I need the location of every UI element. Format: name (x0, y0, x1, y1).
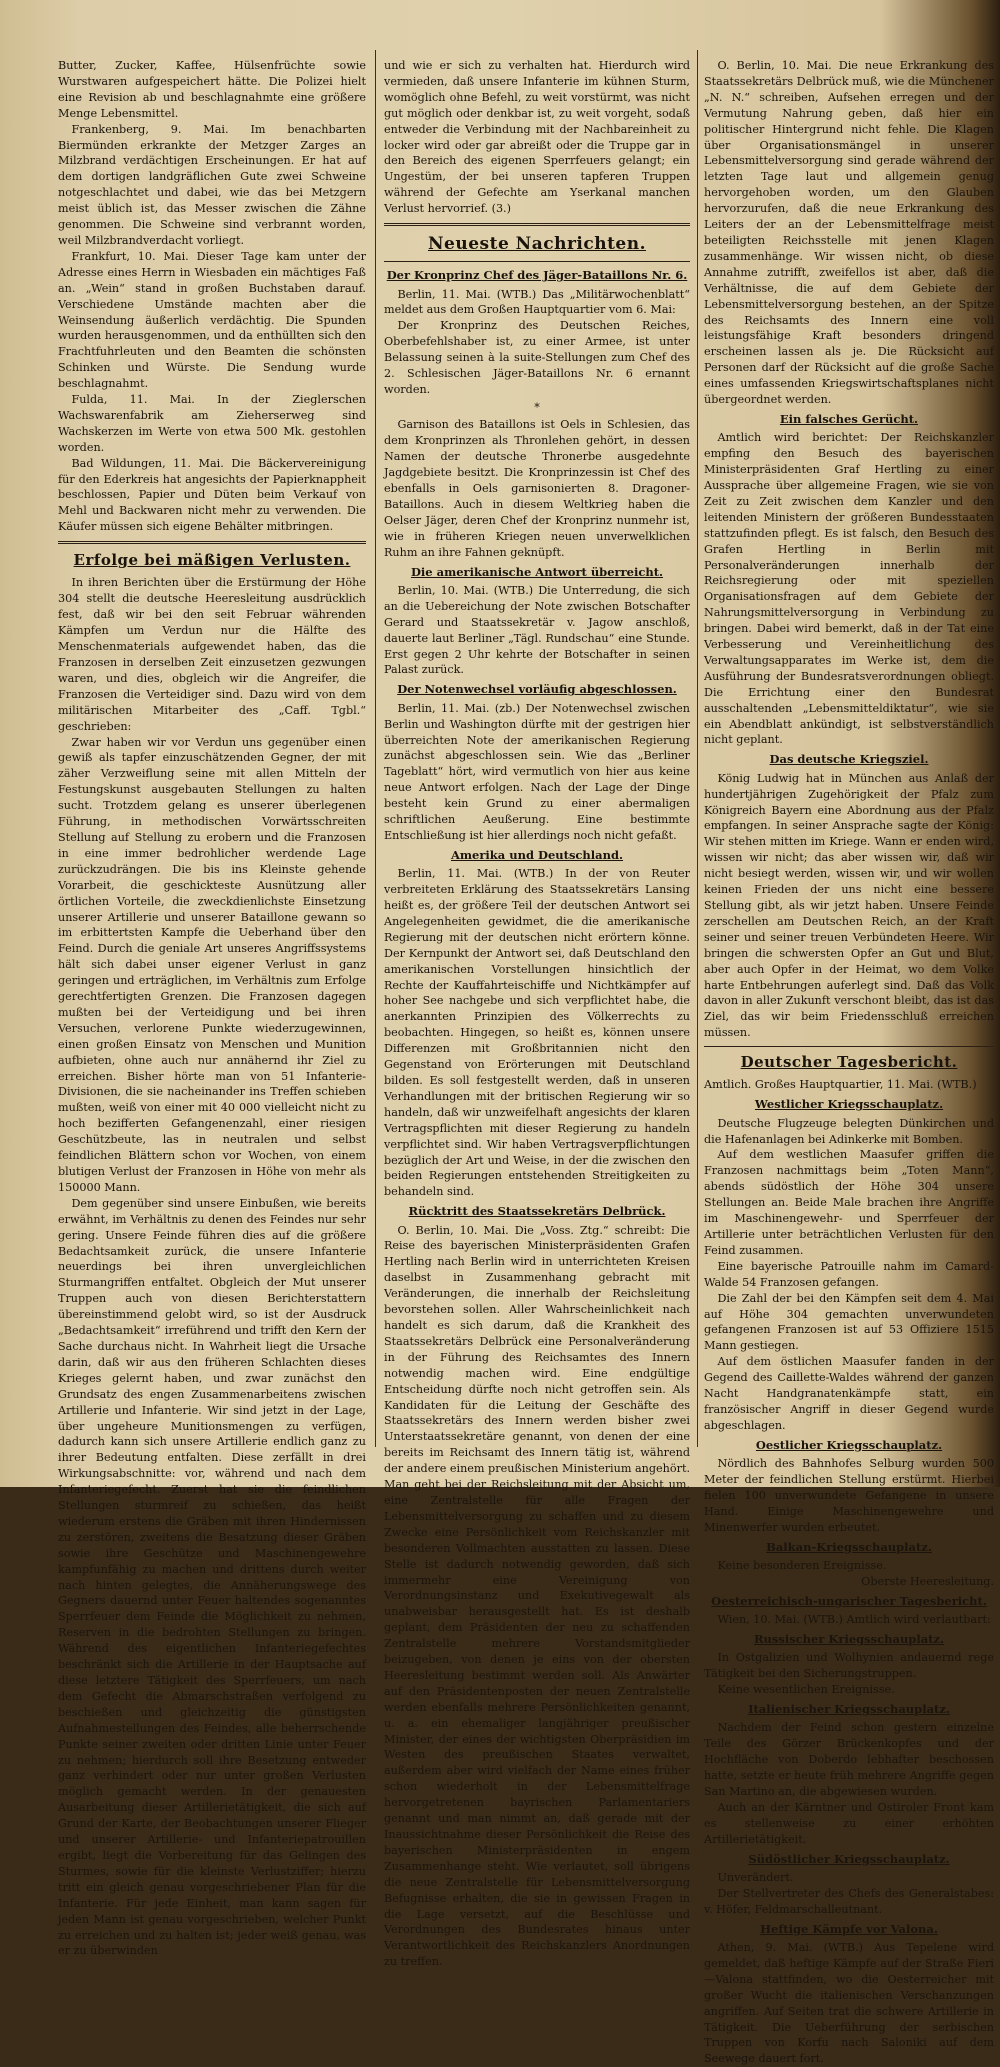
report-subheading: Russischer Kriegsschauplatz. (753, 1632, 945, 1647)
column-middle (384, 58, 691, 1969)
separator-asterisk: * (534, 400, 540, 414)
section-divider (58, 541, 366, 544)
article-paragraph: Zwar haben wir vor Verdun uns gegenüber einen gewiß als tapfer einzuschätzenden Gegner, der mit zäher Verzweiflung seine mit allen Mitteln der Festungskunst ausgebauten Stellungen zu halten sucht. Trotzdem gelang es unserer überlegenen Führung, in methodischen Vorwärtsschreiten Stellung auf Stellung zu erobern und die Franzosen in eine immer bedrohlicher werdende Lage zurückzudrängen. Die bis ins Kleinste gehende Vorarbeit, die geschickteste Ausnützung aller örtlichen Vorteile, die zweckdienlichste Einsetzung unserer Artillerie und unserer Bataillone gewann so im erbittertsten Kampfe die Ueberhand über den Feind. Durch die geniale Art unseres Angriffssystems hält sich dabei unser eigener Verlust in ganz geringen und erträglichen, im Verhältnis zum Erfolge gerechtfertigten Grenzen. Die Franzosen dagegen mußten bei der Verteidigung und bei ihren Versuchen, verlorene Punkte wiederzugewinnen, einen großen Einsatz von Menschen und Munition aufbieten, ohne auch nur annähernd ihr Ziel zu erreichen. Bisher hörte man von 51 Infanterie-Divisionen, die sie nacheinander ins Treffen schieben mußten, weiß von einer mit 40 000 vielleicht nicht zu hoch bezifferten Gefangenenzahl, einer riesigen Geschützbeute, las in neutralen und selbst feindlichen Blättern schon vor Wochen, von einem blutigen Verlust der Franzosen in Höhe von mehr als 150000 Mann. (58, 735, 366, 1194)
report-paragraph: Auf dem westlichen Maasufer griffen die Franzosen nachmittags beim „Toten Mann“, abends südöstlich der Höhe 304 unsere Stellungen an. Beide Male brachen ihre Angriffe im Maschinengewehr- und Sperrfeuer der Artillerie unter beträchtlichen Verlusten für den Feind zusammen. (704, 1148, 994, 1257)
report-subheading: Heftige Kämpfe vor Valona. (760, 1921, 938, 1936)
report-dateline: Amtlich. Großes Hauptquartier, 11. Mai. (WTB.) (704, 1078, 977, 1092)
report-paragraph: Unverändert. (717, 1870, 794, 1884)
report-signature: Oberste Heeresleitung. (861, 1574, 994, 1588)
report-paragraph: Nachdem der Feind schon gestern einzelne Teile des Görzer Brückenkopfes und der Hochfläche von Doberdo lebhafter beschossen hatte, setzte er heute früh mehrere Angriffe gegen San Martino an, die abgewiesen wurden. (704, 1721, 994, 1799)
report-paragraph: Keine besonderen Ereignisse. (717, 1558, 887, 1572)
article-paragraph: Garnison des Bataillons ist Oels in Schlesien, das dem Kronprinzen als Thronlehen gehört, in dessen Namen der deutsche Thronerbe ausgedehnte Jagdgebiete besitzt. Die Kronprinzessin ist Chef des ebenfalls in Oels garnisonierten 8. Dragoner-Bataillons. Auch in diesem Weltkrieg haben die Oelser Jäger, deren Chef der Kronprinz nunmehr ist, wie in früheren Kriegen neuen unverwelklichen Ruhm an ihre Fahnen geknüpft. (384, 418, 690, 559)
section-divider (384, 223, 690, 226)
article-paragraph: Bad Wildungen, 11. Mai. Die Bäckervereinigung für den Ederkreis hat angesichts der Papierknappheit beschlossen, Papier und Düten beim Verkauf von Mehl und Backwaren nicht mehr zu verwenden. Die Käufer müssen sich eigene Behälter mitbringen. (58, 456, 366, 534)
article-subheading: Ein falsches Gerücht. (779, 411, 919, 426)
report-dateline: Wien, 10. Mai. (WTB.) Amtlich wird verlautbart: (717, 1613, 991, 1627)
report-paragraph: Auf dem östlichen Maasufer fanden in der Gegend des Caillette-Waldes während der ganzen Nacht Handgranatenkämpfe statt, ein französischer Angriff in dieser Gegend wurde abgeschlagen. (704, 1355, 994, 1432)
article-paragraph: In ihren Berichten über die Erstürmung der Höhe 304 stellt die deutsche Heeresleitung ausdrücklich fest, daß wir bei den seit Februar währenden Kämpfen um Verdun nur die Hälfte des Menschenmaterials aufgewendet haben, das die Franzosen in derselben Zeit einzusetzen gezwungen waren, und dies, obgleich wir die Angreifer, die Franzosen die Verteidiger sind. Dazu wird von dem militärischen Mitarbeiter des „Caff. Tgbl.“ geschrieben: (58, 576, 366, 733)
report-paragraph: Deutsche Flugzeuge belegten Dünkirchen und die Hafenanlagen bei Adinkerke mit Bomben. (704, 1116, 994, 1146)
article-subheading: Die amerikanische Antwort überreicht. (410, 564, 664, 579)
report-paragraph: Die Zahl der bei den Kämpfen seit dem 4. Mai auf Höhe 304 gemachten unverwundeten gefangenen Franzosen ist auf 53 Offiziere 1515 Mann gestiegen. (704, 1291, 994, 1353)
article-paragraph: Butter, Zucker, Kaffee, Hülsenfrüchte sowie Wurstwaren aufgespeichert hätte. Die Polizei hielt eine Revision ab und beschlagnahmte eine größere Menge Lebensmittel. (58, 59, 366, 120)
article-paragraph: Berlin, 11. Mai. (zb.) Der Notenwechsel zwischen Berlin und Washington dürfte mit der gestrigen hier überreichten Note der amerikanischen Regierung zunächst abgeschlossen sein. Wie das „Berliner Tageblatt“ hört, wird vermutlich von hier aus keine neue Antwort erfolgen. Nach der Lage der Dinge besteht kein Grund zu einer abermaligen schriftlichen Aeußerung. Eine bestimmte Entschließung ist hier allerdings noch nicht gefaßt. (384, 701, 690, 842)
article-paragraph: Dem gegenüber sind unsere Einbußen, wie bereits erwähnt, im Verhältnis zu denen des Feindes nur sehr gering. Unsere Feinde führen dies auf die größere Bedachtsamkeit zurück, die unsere Infanterie neuerdings bei ihren unvergleichlichen Sturmangriffen entfaltet. Obgleich der Mut unserer Truppen auch von diesen Berichterstattern übereinstimmend gelobt wird, so ist der Ausdruck „Bedachtsamkeit“ irreführend und trifft den Kern der Sache durchaus nicht. In Wahrheit liegt die Ursache darin, daß wir aus den früheren Schlachten dieses Krieges gelernt haben, und zwar zunächst den Grundsatz des engen Zusammenarbeitens zwischen Artillerie und Infanterie. Wir sind jetzt in der Lage, über ungeheure Munitionsmengen zu verfügen, dadurch kann sich unsere Artillerie endlich ganz zu ihrer Bedeutung entfalten. Diese zerfällt in drei Wirkungsabschnitte: vor, während und nach dem Infanteriegefecht. Zuerst hat sie die feindlichen Stellungen sturmreif zu schießen, das heißt wiederum erstens die Gräben mit ihren Hindernissen zu zerstören, zweitens die Besatzung dieser Gräben sowie ihre Geschütze und Maschinengewehre kampfunfähig zu machen und drittens durch weiter nach hinten gelegtes, die Annäherungswege des Gegners dauernd unter Feuer haltendes sogenanntes Sperrfeuer dem Feinde die Möglichkeit zu nehmen, Reserven in die bedrohten Stellungen zu bringen. Während des eigentlichen Infanteriegefechtes beschränkt sich die Artillerie in der Hauptsache auf diese letztere Tätigkeit des Sperrfeuers, um nach dem Gefecht die Abmarschstraßen verfolgend zu beschießen und gleichzeitig die günstigsten Aufnahmestellungen des Feindes, alle beherrschende Punkte seiner zweiten oder dritten Linie unter Feuer zu nehmen; hierdurch soll ihre Besetzung entweder ganz verhindert oder nur unter großen Verlusten möglich gemacht werden. In der genauesten Ausarbeitung dieser Artillerietätigkeit, die sich auf Grund der Karte, der Beobachtungen unserer Flieger und unserer Artillerie- und Infanteriepatrouillen ergibt, liegt die Vorbereitung für das Gelingen des Sturmes, sowie für die kleinste Verlustziffer; hierzu tritt ein gleich genau vorgeschriebener Plan für die Infanterie. Für jede Einheit, man kann sagen für jeden Mann ist genau vorgeschrieben, welcher Punkt zu erreichen und zu halten ist; jeder weiß genau, was er zu überwinden (58, 1196, 366, 1958)
section-headline: Neueste Nachrichten. (427, 234, 647, 255)
article-paragraph: O. Berlin, 10. Mai. Die „Voss. Ztg.“ schreibt: Die Reise des bayerischen Ministerpräsidenten Grafen Hertling nach Berlin wird in unterrichteten Kreisen daselbst in Zusammenhang gebracht mit Veränderungen, die innerhalb der Reichsleitung bevorstehen sollen. Aller Wahrscheinlichkeit nach handelt es sich darum, daß die Krankheit des Staatssekretärs Delbrück eine Personalveränderung in der Führung des Reichsamtes des Innern notwendig machen wird. Eine endgültige Entscheidung dürfte noch nicht getroffen sein. Als Kandidaten für die Leitung der Geschäfte des Staatssekretärs des Innern werden bisher zwei Unterstaatssekretäre genannt, von denen der eine bereits im Reichsamt des Innern tätig ist, während der andere einem preußischen Ministerium angehört. Man geht bei der Reichsleitung mit der Absicht um, eine Zentralstelle für alle Fragen der Lebensmittelversorgung zu schaffen und zu diesem Zwecke eine Persönlichkeit vom Reichskanzler mit besonderen Vollmachten ausstatten zu lassen. Diese Stelle ist dadurch notwendig geworden, daß sich immermehr eine Vereinigung von Verordnungsinstanz und Exekutivegewalt als unabweisbar herausgestellt hat. Es ist deshalb geplant, dem Präsidenten der neu zu schaffenden Zentralstelle mehrere Vorstandsmitglieder beizugeben, von denen je eins von der obersten Heeresleitung bestimmt werden soll. Als Anwärter auf den Präsidentenposten der neuen Zentralstelle werden ebenfalls mehrere Persönlichkeiten genannt, u. a. ein ehemaliger langjähriger preußischer Minister, der eines der wichtigsten Oberpräsidien im Westen des preußischen Staates verwaltet, außerdem aber wird vielfach der Name eines früher schon wiederholt in der Lebensmittelfrage hervorgetretenen bayrischen Parlamentariers genannt und man nimmt an, daß gerade mit der Inaussichtnahme dieser Persönlichkeit die Reise des bayerischen Ministerpräsidenten in engem Zusammenhange steht. Wie verlautet, soll übrigens die neue Zentralstelle für Lebensmittelversorgung Befugnisse erhalten, die sie in gewissen Fragen in die Lage versetzt, auf die Beschlüsse und Verordnungen des Bundesrates hinaus unter Verantwortlichkeit des Reichskanzlers Anordnungen zu treffen. (384, 1223, 691, 1969)
report-paragraph: Auch an der Kärntner und Ostiroler Front kam es stellenweise zu einer erhöhten Artillerietätigkeit. (704, 1800, 994, 1846)
article-subheading: Der Notenwechsel vorläufig abgeschlossen. (397, 682, 677, 697)
article-headline: Erfolge bei mäßigen Verlusten. (73, 551, 351, 570)
report-paragraph: Der Stellvertreter des Chefs des Generalstabes: v. Höfer, Feldmarschalleutnant. (704, 1886, 994, 1916)
article-paragraph: Amtlich wird berichtet: Der Reichskanzler empfing den Besuch des bayerischen Ministerpräsidenten Graf Hertling zu einer Aussprache über allgemeine Fragen, wie sie von Zeit zu Zeit zwischen dem Kanzler und den leitenden Ministern der größeren Bundesstaaten stattzufinden pflegt. Es ist falsch, den Besuch des Grafen Hertling in Berlin mit Personalveränderungen innerhalb der Reichsregierung oder mit speziellen Organisationsfragen auf dem Gebiete der Nahrungsmittelversorgung in Verbindung zu bringen. Dabei wird bemerkt, daß in der Tat eine Verbesserung und Vereinheitlichung des Verwaltungsapparates im Werke ist, dem die Ausführung der Bundesratsverordnungen obliegt. Die Errichtung einer den Bundesrat ausschaltenden „Lebensmitteldiktatur“, wie sie ein Abendblatt ankündigt, ist selbstverständlich nicht geplant. (704, 431, 994, 747)
report-paragraph: Nördlich des Bahnhofes Selburg wurden 500 Meter der feindlichen Stellung erstürmt. Hierbei fielen 100 unverwundete Gefangene in unsere Hand. Einige Maschinengewehre und Minenwerfer wurden erbeutet. (704, 1457, 994, 1534)
report-subheading: Südöstlicher Kriegsschauplatz. (748, 1851, 950, 1866)
article-paragraph: Der Kronprinz des Deutschen Reiches, Oberbefehlshaber ist, zu einer Armee, ist unter Belassung seinen à la suite-Stellungen zum Chef des 2. Schlesischen Jäger-Bataillons Nr. 6 ernannt worden. (384, 319, 690, 396)
article-subheading: Rücktritt des Staatssekretärs Delbrück. (408, 1204, 666, 1219)
article-subheading: Amerika und Deutschland. (450, 847, 624, 862)
column-left (58, 58, 366, 1958)
report-paragraph: In Ostgalizien und Wolhynien andauernd rege Tätigkeit bei den Sicherungstruppen. (704, 1651, 994, 1681)
article-paragraph: Frankfurt, 10. Mai. Dieser Tage kam unter der Adresse eines Herrn in Wiesbaden ein mächtiges Faß an. „Wein“ stand in großen Buchstaben darauf. Verschiedene Umstände machten aber die Weinsendung äußerlich verdächtig. Die Spunden wurden herausgenommen, und da enthüllten sich den Frachtfuhrleuten und den Beamten die schönsten Schinken und Würste. Die Sendung wurde beschlagnahmt. (58, 249, 366, 391)
article-paragraph: Berlin, 10. Mai. (WTB.) Die Unterredung, die sich an die Uebereichung der Note zwischen Botschafter Gerard und Staatssekretär v. Jagow anschloß, dauerte laut Berliner „Tägl. Rundschau“ eine Stunde. Erst gegen 2 Uhr kehrte der Botschafter in seinen Palast zurück. (384, 583, 690, 677)
column-right (704, 58, 994, 2066)
column-rule (375, 50, 376, 1447)
report-paragraph: Eine bayerische Patrouille nahm im Camard-Walde 54 Franzosen gefangen. (704, 1259, 994, 1289)
report-subheading: Oestlicher Kriegsschauplatz. (755, 1437, 943, 1452)
report-subheading: Oesterreichisch-ungarischer Tagesbericht. (711, 1593, 987, 1608)
column-rule (697, 50, 698, 1447)
article-paragraph: König Ludwig hat in München aus Anlaß der hundertjährigen Zugehörigkeit der Pfalz zum Königreich Bayern eine Abordnung aus der Pfalz empfangen. In seiner Ansprache sagte der König: Wir stehen mitten im Kriege. Wann er enden wird, wissen wir nicht; das aber wissen wir, daß wir nicht besiegt werden, wissen wir, und wir wollen keinen Frieden der uns nicht eine bessere Stellung gibt, als wir jetzt haben. Unsere Feinde zerschellen am Deutschen Reich, an der Kraft seiner und seiner treuen Verbündeten Heere. Wir bringen die schwersten Opfer an Gut und Blut, aber auch Opfer in der Heimat, wo dem Volke harte Entbehrungen auferlegt sind. Daß das Volk davon in aller Zukunft verschont bleibt, das ist das Ziel, das wir beim Friedensschluß erreichen müssen. (704, 771, 994, 1040)
section-divider (704, 1046, 994, 1047)
report-subheading: Westlicher Kriegsschauplatz. (754, 1097, 944, 1112)
report-paragraph: Athen, 9. Mai. (WTB.) Aus Tepelene wird gemeldet, daß heftige Kämpfe auf der Straße Fieri—Valona stattfinden, wo die Oesterreicher mit großer Wucht die italienischen Verschanzungen angriffen. Auf Seiten trat die schwere Artillerie in Tätigkeit. Die Ueberführung der serbischen Truppen von Korfu nach Saloniki auf dem Seewege dauert fort. (704, 1941, 994, 2066)
article-paragraph: Berlin, 11. Mai. (WTB.) In der von Reuter verbreiteten Erklärung des Staatssekretärs Lansing heißt es, der größere Teil der deutschen Antwort sei Angelegenheiten gewidmet, die die amerikanische Regierung mit der deutschen nicht erörtern könne. Der Kernpunkt der Antwort sei, daß Deutschland den amerikanischen Vorstellungen hinsichtlich der Rechte der Kauffahrteischiffe und Nichtkämpfer auf hoher See nachgebe und sich verpflichtet habe, die anerkannten Prinzipien des Völkerrechts zu beobachten. Hingegen, so heißt es, können unsere Differenzen mit Großbritannien nicht den Gegenstand von Erörterungen mit Deutschland bilden. Es soll festgestellt werden, daß in unseren Verhandlungen mit der britischen Regierung wir so handeln, daß wir unzweifelhaft angesichts der klaren Vertragspflichten mit dieser Regierung zu handeln verpflichtet sind. Wir haben Vertragsverpflichtungen bezüglich der Art und Weise, in der die zwischen den beiden Regierungen entstehenden Streitigkeiten zu behandeln sind. (384, 867, 690, 1199)
section-headline: Deutscher Tagesbericht. (740, 1053, 958, 1072)
article-paragraph: Berlin, 11. Mai. (WTB.) Das „Militärwochenblatt“ meldet aus dem Großen Hauptquartier vom 6. Mai: (384, 287, 690, 317)
article-paragraph: Frankenberg, 9. Mai. Im benachbarten Biermünden erkrankte der Metzger Zarges an Milzbrand verdächtigen Erscheinungen. Er hat auf dem dortigen landgräflichen Gute zwei Schweine notgeschlachtet und dabei, wie das bei Metzgern meist üblich ist, das Messer zwischen die Zähne genommen. Die Schweine sind verbrannt worden, weil Milzbrandverdacht vorliegt. (58, 122, 366, 247)
article-subheading: Der Kronprinz Chef des Jäger-Bataillons Nr. 6. (386, 268, 688, 283)
article-paragraph: Fulda, 11. Mai. In der Zieglerschen Wachswarenfabrik am Zieherserweg sind Wachskerzen im Werte von etwa 500 Mk. gestohlen worden. (58, 393, 366, 454)
article-paragraph: O. Berlin, 10. Mai. Die neue Erkrankung des Staatssekretärs Delbrück muß, wie die Münchener „N. N.“ schreiben, Aufsehen erregen und der Vermutung Nahrung geben, daß hier ein politischer Hintergrund nicht fehle. Die Klagen über Organisationsmängel in unserer Lebensmittelversorgung sind gerade während der letzten Tage laut und allgemein genug hervorgehoben worden, um den Glauben hervorzurufen, daß die neue Erkrankung des Leiters der an der Lebensmittelfrage meist beteiligten Reichsstelle mit jenen Klagen zusammenhänge. Wir wissen nicht, ob diese Annahme zutrifft, zweifellos ist aber, daß die Verhältnisse, die auf dem Gebiete der Lebensmittelversorgung bestehen, an der Spitze des Reichsamts des Innern eine voll leistungsfähige Kraft besonders dringend erscheinen lassen als je. Die Rücksicht auf Personen darf der Rücksicht auf die große Sache eines umfassenden Kriegswirtschaftsplanes nicht übergeordnet werden. (704, 59, 994, 407)
article-paragraph: und wie er sich zu verhalten hat. Hierdurch wird vermieden, daß unsere Infanterie im kühnen Sturm, womöglich ohne Befehl, zu weit vorstürmt, was nicht gut möglich oder denkbar ist, zu weit vorgeht, sodaß entweder die Verbindung mit der Nachbareinheit zu locker wird oder gar abreißt oder die Truppe gar in den Bereich des eigenen Sperrfeuers gelangt; ein Ungestüm, der bei unseren tapferen Truppen während der Gefechte am Yserkanal manchen Verlust hervorrief. (3.) (384, 59, 690, 216)
report-subheading: Italienischer Kriegsschauplatz. (748, 1702, 950, 1717)
article-subheading: Das deutsche Kriegsziel. (769, 752, 929, 767)
report-paragraph: Keine wesentlichen Ereignisse. (717, 1683, 895, 1697)
report-subheading: Balkan-Kriegsschauplatz. (766, 1539, 932, 1554)
section-divider (384, 261, 690, 262)
